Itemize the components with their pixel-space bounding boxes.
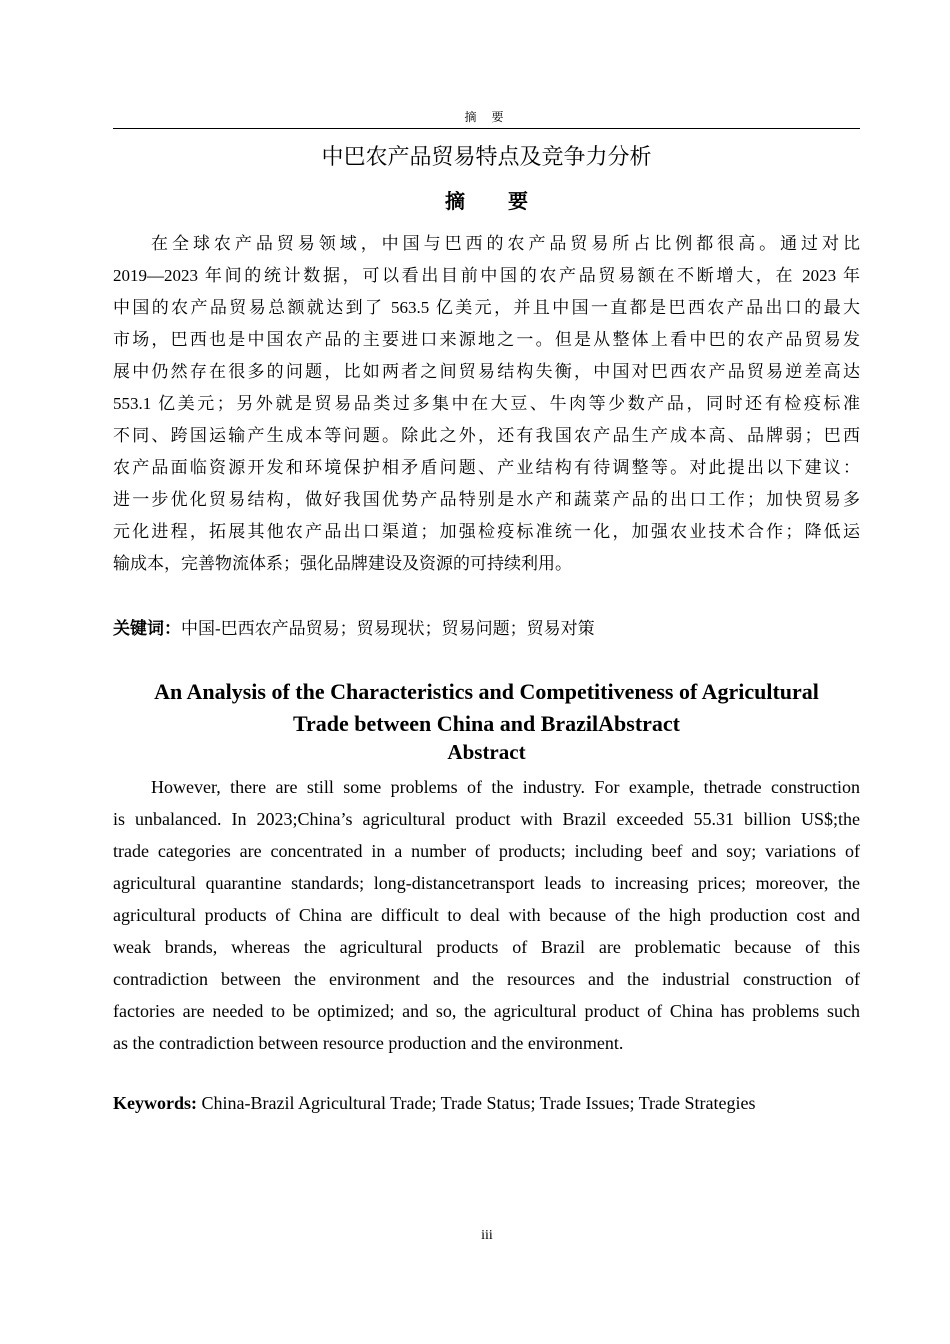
paragraph-line: 展中仍然存在很多的问题，比如两者之间贸易结构失衡，中国对巴西农产品贸易逆差高达 — [113, 362, 860, 381]
keywords-text: 中国-巴西农产品贸易；贸易现状；贸易问题；贸易对策 — [181, 619, 595, 638]
abstract-heading-chinese: 摘 要 — [445, 189, 546, 213]
paragraph-line: 553.1 亿美元；另外就是贸易品类过多集中在大豆、牛肉等少数产品，同时还有检疫标准 — [113, 394, 860, 413]
paragraph-line: as the contradiction between resource production and the environment. — [113, 1033, 624, 1053]
page-number: iii — [481, 1228, 493, 1243]
paragraph-line: 进一步优化贸易结构，做好我国优势产品特别是水产和蔬菜产品的出口工作；加快贸易多 — [113, 490, 860, 509]
paragraph-line: 2019—2023 年间的统计数据，可以看出目前中国的农产品贸易额在不断增大，在 2023 年 — [113, 266, 860, 285]
paragraph-line: agricultural products of China are difficult to deal with because of the high production cost and — [113, 905, 860, 925]
keywords-label: 关键词： — [113, 619, 181, 639]
title-line: An Analysis of the Characteristics and Competitiveness of Agricultural — [154, 679, 819, 704]
title-english — [113, 676, 860, 740]
paragraph-line: is unbalanced. In 2023;China’s agricultural product with Brazil exceeded 55.31 billion US$;the — [113, 809, 860, 829]
running-header: 摘 要 — [464, 110, 510, 124]
paragraph-line: 不同、跨国运输产生成本等问题。除此之外，还有我国农产品生产成本高、品牌弱；巴西 — [113, 426, 860, 445]
paragraph-line: However, there are still some problems of the industry. For example, thetrade construction — [151, 777, 860, 797]
title-line: Trade between China and BrazilAbstract — [292, 711, 681, 736]
keywords-text: China-Brazil Agricultural Trade; Trade Status; Trade Issues; Trade Strategies — [197, 1093, 756, 1113]
paragraph-line: trade categories are concentrated in a number of products; including beef and soy; variations of — [113, 841, 860, 861]
abstract-chinese — [113, 228, 860, 580]
paragraph-line: 输成本，完善物流体系；强化品牌建设及资源的可持续利用。 — [113, 554, 572, 573]
paragraph-line: factories are needed to be optimized; and so, the agricultural product of China has problems such — [113, 1001, 860, 1021]
keywords-english — [113, 1093, 755, 1114]
keywords-label: Keywords: — [113, 1093, 197, 1113]
paragraph-line: agricultural quarantine standards; long-distancetransport leads to increasing prices; moreover, the — [113, 873, 860, 893]
header-rule — [113, 128, 860, 129]
paragraph-line: contradiction between the environment and the resources and the industrial construction of — [113, 969, 860, 989]
paragraph-line: 元化进程，拓展其他农产品出口渠道；加强检疫标准统一化，加强农业技术合作；降低运 — [113, 522, 860, 541]
abstract-english — [113, 771, 860, 1059]
abstract-heading-english: Abstract — [447, 740, 526, 764]
title-chinese: 中巴农产品贸易特点及竞争力分析 — [321, 145, 652, 170]
paragraph-line: 在全球农产品贸易领域，中国与巴西的农产品贸易所占比例都很高。通过对比 — [151, 234, 860, 253]
paragraph-line: 农产品面临资源开发和环境保护相矛盾问题、产业结构有待调整等。对此提出以下建议： — [113, 458, 860, 477]
paragraph-line: 市场，巴西也是中国农产品的主要进口来源地之一。但是从整体上看中巴的农产品贸易发 — [113, 330, 860, 349]
keywords-chinese — [113, 614, 595, 639]
paragraph-line: weak brands, whereas the agricultural products of Brazil are problematic because of this — [113, 937, 860, 957]
paragraph-line: 中国的农产品贸易总额就达到了 563.5 亿美元，并且中国一直都是巴西农产品出口的最大 — [113, 298, 860, 317]
